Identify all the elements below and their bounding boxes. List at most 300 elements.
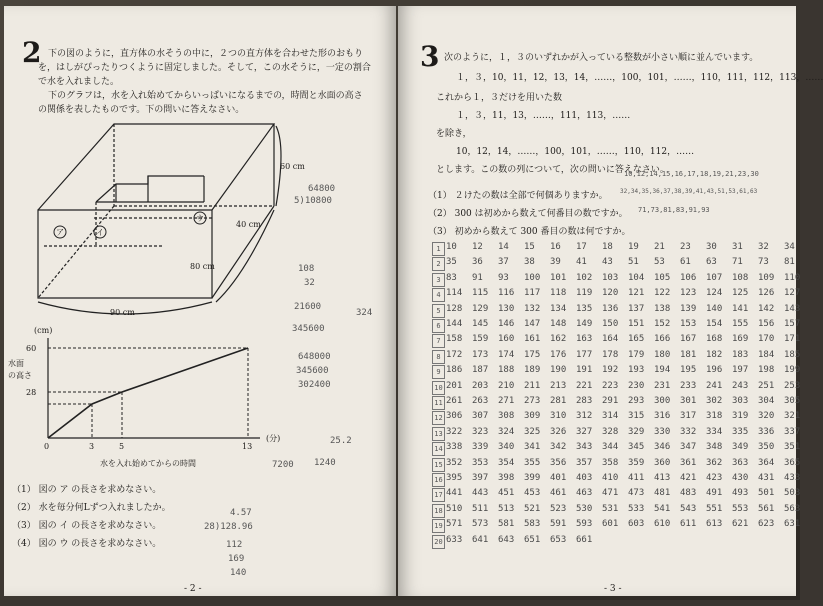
grid-cell: 144 (446, 319, 463, 329)
label-a: ア (56, 228, 64, 237)
grid-cell: 601 (602, 519, 619, 530)
grid-cell: 167 (680, 334, 697, 345)
grid-cell: 473 (628, 488, 645, 499)
grid-cell: 155 (732, 319, 749, 329)
handwriting-note: 64800 (308, 184, 336, 194)
page-number-left: - 2 - (184, 584, 202, 594)
grid-cell: 18 (602, 242, 613, 252)
grid-cell: 410 (602, 473, 619, 483)
grid-cell: 320 (758, 411, 775, 422)
graph-xlabel: 水を入れ始めてからの時間 (100, 459, 196, 468)
question-3: （3） 初めから数えて 300 番目の数は何ですか。 (428, 227, 631, 237)
grid-cell: 338 (446, 442, 463, 453)
grid-cell: 334 (706, 426, 723, 437)
grid-cell: 187 (472, 365, 489, 376)
grid-cell: 173 (472, 349, 489, 360)
grid-cell: 362 (706, 457, 723, 468)
handwriting-note: 140 (230, 568, 247, 578)
grid-cell: 36 (472, 257, 483, 268)
grid-cell: 325 (524, 426, 541, 437)
grid-cell: 322 (446, 426, 463, 437)
grid-cell: 107 (706, 272, 723, 283)
problem-line-6: 10，12，14，……，100，101，……，110，112，…… (456, 147, 695, 157)
page-number-right: - 3 - (604, 584, 622, 594)
grid-cell: 83 (446, 272, 457, 283)
row-label: 6 (432, 319, 445, 333)
handwriting-note: 345600 (292, 324, 325, 334)
handwriting-note: 345600 (296, 366, 329, 376)
handwriting-note: 169 (228, 554, 245, 564)
grid-cell: 253 (784, 380, 801, 391)
grid-cell: 541 (654, 503, 671, 514)
dim-60: 60 cm (280, 162, 305, 171)
left-page (4, 6, 396, 596)
grid-cell: 349 (732, 442, 749, 453)
row-label: 3 (432, 273, 445, 287)
grid-cell: 335 (732, 426, 749, 437)
grid-cell: 103 (602, 272, 619, 283)
grid-cell: 233 (680, 380, 697, 391)
grid-cell: 303 (732, 396, 749, 406)
grid-cell: 37 (498, 257, 509, 268)
grid-cell: 165 (628, 334, 645, 345)
row-label: 14 (432, 442, 445, 456)
grid-cell: 327 (576, 426, 593, 437)
grid-cell: 126 (758, 288, 775, 299)
row-label: 4 (432, 288, 445, 302)
grid-cell: 511 (472, 503, 489, 514)
row-label: 17 (432, 488, 445, 502)
intro-line-1: 下の図のように，直方体の水そうの中に，２つの直方体を合わせた形のおもり (48, 49, 364, 59)
grid-cell: 180 (654, 349, 671, 360)
problem-line-5: を除き， (436, 129, 472, 139)
grid-cell: 100 (524, 272, 541, 283)
grid-cell: 314 (602, 411, 619, 422)
grid-cell: 109 (758, 272, 775, 283)
right-page (398, 6, 823, 596)
grid-cell: 162 (550, 334, 567, 345)
grid-cell: 139 (680, 303, 697, 314)
grid-cell: 423 (706, 473, 723, 483)
grid-cell: 203 (472, 380, 489, 391)
grid-cell: 510 (446, 503, 463, 514)
grid-cell: 443 (472, 488, 489, 499)
ytick-60: 60 (26, 344, 37, 353)
grid-cell: 471 (602, 488, 619, 499)
grid-cell: 430 (732, 473, 749, 483)
grid-cell: 326 (550, 426, 567, 437)
grid-cell: 341 (524, 442, 541, 453)
grid-cell: 611 (680, 519, 697, 530)
grid-cell: 142 (758, 303, 775, 314)
grid-cell: 302 (706, 396, 723, 406)
grid-cell: 395 (446, 473, 463, 483)
grid-cell: 154 (706, 319, 723, 329)
grid-cell: 631 (784, 519, 801, 530)
grid-cell: 184 (758, 349, 775, 360)
handwriting-note: 108 (298, 264, 315, 274)
grid-cell: 118 (550, 288, 567, 299)
graph-unit-y: (cm) (34, 326, 53, 335)
grid-cell: 603 (628, 519, 645, 530)
grid-cell: 105 (654, 272, 671, 283)
grid-cell: 263 (472, 396, 489, 406)
grid-cell: 293 (628, 396, 645, 406)
grid-cell: 610 (654, 519, 671, 530)
handwriting-note: 28)128.96 (204, 522, 253, 532)
grid-cell: 347 (680, 442, 697, 453)
handwriting-note: 25.2 (330, 436, 352, 446)
grid-cell: 493 (732, 488, 749, 499)
intro-line-4: 下のグラフは，水を入れ始めてからいっぱいになるまでの，時間と水面の高さ (48, 91, 363, 101)
xtick-5: 5 (119, 442, 125, 451)
question-2: （2） 水を毎分何Lずつ入れましたか。 (12, 503, 171, 513)
grid-cell: 591 (550, 519, 567, 530)
grid-cell: 35 (446, 257, 457, 268)
grid-cell: 403 (576, 473, 593, 483)
row-label: 7 (432, 334, 445, 348)
grid-cell: 146 (498, 319, 515, 329)
grid-cell: 348 (706, 442, 723, 453)
grid-cell: 261 (446, 396, 463, 406)
grid-cell: 273 (524, 396, 541, 406)
margin-note: 10,12,14,15,16,17,18,19,21,23,30 (624, 170, 759, 178)
grid-cell: 213 (550, 380, 567, 391)
grid-row (446, 535, 602, 553)
grid-cell: 321 (784, 411, 801, 422)
handwriting-note: 324 (356, 308, 373, 318)
question-4: （4） 図の ウ の長さを求めなさい。 (12, 539, 162, 549)
grid-cell: 189 (524, 365, 541, 376)
grid-cell: 150 (602, 319, 619, 329)
grid-cell: 148 (550, 319, 567, 329)
grid-cell: 503 (784, 488, 801, 499)
grid-cell: 306 (446, 411, 463, 422)
grid-cell: 481 (654, 488, 671, 499)
dim-80: 80 cm (190, 262, 215, 271)
grid-cell: 315 (628, 411, 645, 422)
grid-cell: 363 (732, 457, 749, 468)
grid-cell: 132 (524, 303, 541, 314)
grid-cell: 166 (654, 334, 671, 345)
grid-cell: 158 (446, 334, 463, 345)
grid-cell: 93 (498, 272, 509, 283)
grid-cell: 19 (628, 242, 639, 252)
grid-cell: 151 (628, 319, 645, 329)
grid-cell: 143 (784, 303, 801, 314)
handwriting-note: 5)10800 (294, 196, 332, 206)
grid-cell: 147 (524, 319, 541, 329)
grid-cell: 117 (524, 288, 541, 299)
grid-cell: 357 (576, 457, 593, 468)
label-b: イ (96, 228, 104, 237)
grid-cell: 197 (732, 365, 749, 376)
handwriting-note: 1240 (314, 458, 336, 468)
grid-cell: 185 (784, 349, 801, 360)
grid-cell: 120 (602, 288, 619, 299)
handwriting-note: 302400 (298, 380, 331, 390)
grid-cell: 129 (472, 303, 489, 314)
xtick-13: 13 (242, 442, 253, 451)
grid-cell: 17 (576, 242, 587, 252)
grid-cell: 153 (680, 319, 697, 329)
grid-cell: 359 (628, 457, 645, 468)
grid-cell: 283 (576, 396, 593, 406)
grid-cell: 140 (706, 303, 723, 314)
grid-cell: 355 (524, 457, 541, 468)
grid-cell: 533 (628, 503, 645, 514)
handwriting-note: 21600 (294, 302, 322, 312)
grid-cell: 186 (446, 365, 463, 376)
grid-cell: 623 (758, 519, 775, 530)
row-label: 15 (432, 458, 445, 472)
grid-cell: 305 (784, 396, 801, 406)
grid-cell: 345 (628, 442, 645, 453)
grid-cell: 137 (628, 303, 645, 314)
grid-cell: 182 (706, 349, 723, 360)
grid-cell: 230 (628, 380, 645, 391)
grid-cell: 451 (498, 488, 515, 499)
grid-cell: 346 (654, 442, 671, 453)
row-label: 16 (432, 473, 445, 487)
grid-cell: 211 (524, 380, 541, 391)
grid-cell: 300 (654, 396, 671, 406)
grid-cell: 633 (446, 534, 463, 545)
grid-cell: 138 (654, 303, 671, 314)
grid-cell: 191 (576, 365, 593, 376)
grid-cell: 513 (498, 503, 515, 514)
grid-cell: 21 (654, 242, 665, 252)
handwriting-note: 112 (226, 540, 243, 550)
grid-cell: 14 (498, 242, 509, 252)
problem-line-7: とします。この数の列について，次の問いに答えなさい。 (436, 165, 669, 175)
problem-line-3: これから１，３だけを用いた数 (436, 93, 563, 103)
grid-cell: 10 (446, 242, 457, 252)
grid-cell: 231 (654, 380, 671, 391)
grid-cell: 106 (680, 272, 697, 283)
grid-cell: 135 (576, 303, 593, 314)
grid-cell: 431 (758, 473, 775, 483)
grid-cell: 316 (654, 411, 671, 422)
grid-cell: 119 (576, 288, 593, 299)
grid-cell: 110 (784, 272, 801, 283)
grid-cell: 530 (576, 503, 593, 514)
grid-cell: 178 (602, 349, 619, 360)
grid-cell: 115 (472, 288, 489, 299)
grid-cell: 34 (784, 242, 795, 252)
grid-cell: 342 (550, 442, 567, 453)
grid-cell: 433 (784, 473, 801, 483)
grid-cell: 241 (706, 380, 723, 391)
grid-cell: 271 (498, 396, 515, 406)
intro-line-3: で水を入れました。 (38, 77, 120, 87)
grid-cell: 168 (706, 334, 723, 345)
dim-40: 40 cm (236, 220, 261, 229)
grid-cell: 53 (654, 257, 665, 268)
margin-note: 71,73,81,83,91,93 (638, 206, 710, 214)
question-2: （2） 300 は初めから数えて何番目の数ですか。 (428, 209, 628, 219)
problem-line-1: 次のように，１，３のいずれかが入っている整数が小さい順に並んでいます。 (444, 53, 759, 63)
grid-cell: 563 (784, 503, 801, 514)
grid-cell: 176 (550, 349, 567, 360)
grid-cell: 81 (784, 257, 795, 268)
question-1: （1） 図の ア の長さを求めなさい。 (12, 485, 162, 495)
grid-cell: 621 (732, 519, 749, 530)
grid-cell: 307 (472, 411, 489, 422)
handwriting-note: 648000 (298, 352, 331, 362)
grid-cell: 531 (602, 503, 619, 514)
grid-cell: 339 (472, 442, 489, 453)
grid-cell: 181 (680, 349, 697, 360)
time-height-graph (4, 6, 396, 606)
grid-cell: 613 (706, 519, 723, 530)
grid-cell: 653 (550, 534, 567, 545)
problem-line-4: １，３，11，13，……，111，113，…… (456, 111, 631, 121)
grid-cell: 323 (472, 426, 489, 437)
grid-cell: 141 (732, 303, 749, 314)
grid-cell: 183 (732, 349, 749, 360)
grid-cell: 164 (602, 334, 619, 345)
grid-cell: 63 (706, 257, 717, 268)
grid-cell: 16 (550, 242, 561, 252)
grid-cell: 163 (576, 334, 593, 345)
grid-cell: 332 (680, 426, 697, 437)
grid-cell: 73 (758, 257, 769, 268)
grid-cell: 398 (498, 473, 515, 483)
grid-cell: 365 (784, 457, 801, 468)
grid-cell: 330 (654, 426, 671, 437)
grid-cell: 411 (628, 473, 645, 483)
problem-line-2: １，３，10，11，12，13，14，……，100，101，……，110，111，112，113，…… (456, 73, 823, 83)
row-label: 18 (432, 504, 445, 518)
grid-cell: 251 (758, 380, 775, 391)
grid-cell: 198 (758, 365, 775, 376)
row-label: 1 (432, 242, 445, 256)
grid-cell: 128 (446, 303, 463, 314)
grid-cell: 136 (602, 303, 619, 314)
grid-cell: 397 (472, 473, 489, 483)
row-label: 12 (432, 411, 445, 425)
grid-cell: 461 (550, 488, 567, 499)
grid-cell: 157 (784, 319, 801, 329)
label-c: ウ (196, 214, 204, 223)
grid-cell: 491 (706, 488, 723, 499)
grid-cell: 243 (732, 380, 749, 391)
grid-cell: 453 (524, 488, 541, 499)
grid-cell: 571 (446, 519, 463, 530)
grid-cell: 343 (576, 442, 593, 453)
grid-cell: 174 (498, 349, 515, 360)
grid-cell: 160 (498, 334, 515, 345)
grid-cell: 304 (758, 396, 775, 406)
grid-cell: 195 (680, 365, 697, 376)
grid-cell: 149 (576, 319, 593, 329)
grid-cell: 344 (602, 442, 619, 453)
grid-cell: 43 (602, 257, 613, 268)
grid-cell: 32 (758, 242, 769, 252)
grid-cell: 51 (628, 257, 639, 268)
grid-cell: 358 (602, 457, 619, 468)
grid-cell: 281 (550, 396, 567, 406)
grid-cell: 177 (576, 349, 593, 360)
grid-cell: 134 (550, 303, 567, 314)
graph-ylabel-1: 水面 (8, 359, 24, 368)
grid-cell: 309 (524, 411, 541, 422)
grid-cell: 12 (472, 242, 483, 252)
grid-cell: 483 (680, 488, 697, 499)
row-label: 2 (432, 257, 445, 271)
intro-line-5: の関係を表したものです。下の問いに答えなさい。 (38, 105, 245, 115)
grid-cell: 152 (654, 319, 671, 329)
grid-cell: 127 (784, 288, 801, 299)
row-label: 11 (432, 396, 445, 410)
grid-cell: 301 (680, 396, 697, 406)
grid-cell: 337 (784, 426, 801, 437)
grid-cell: 324 (498, 426, 515, 437)
graph-x-unit: (分) (266, 434, 281, 443)
grid-cell: 39 (550, 257, 561, 268)
xtick-0: 0 (44, 442, 50, 451)
grid-cell: 145 (472, 319, 489, 329)
row-label: 20 (432, 535, 445, 549)
grid-cell: 361 (680, 457, 697, 468)
grid-cell: 551 (706, 503, 723, 514)
handwriting-note: 4.57 (230, 508, 252, 518)
grid-cell: 159 (472, 334, 489, 345)
grid-cell: 356 (550, 457, 567, 468)
grid-cell: 171 (784, 334, 801, 345)
grid-cell: 329 (628, 426, 645, 437)
grid-cell: 199 (784, 365, 801, 376)
grid-cell: 413 (654, 473, 671, 483)
grid-cell: 501 (758, 488, 775, 499)
question-3: （3） 図の イ の長さを求めなさい。 (12, 521, 162, 531)
grid-cell: 116 (498, 288, 515, 299)
handwriting-note: 32 (304, 278, 315, 288)
grid-cell: 71 (732, 257, 743, 268)
grid-cell: 523 (550, 503, 567, 514)
row-label: 8 (432, 350, 445, 364)
grid-cell: 156 (758, 319, 775, 329)
row-label: 13 (432, 427, 445, 441)
grid-cell: 30 (706, 242, 717, 252)
grid-cell: 122 (654, 288, 671, 299)
grid-cell: 308 (498, 411, 515, 422)
grid-cell: 179 (628, 349, 645, 360)
margin-note: 32,34,35,36,37,38,39,41,43,51,53,61,63 (620, 188, 758, 195)
grid-cell: 23 (680, 242, 691, 252)
grid-cell: 581 (498, 519, 515, 530)
grid-cell: 399 (524, 473, 541, 483)
grid-cell: 192 (602, 365, 619, 376)
grid-cell: 350 (758, 442, 775, 453)
grid-cell: 223 (602, 380, 619, 391)
grid-cell: 643 (498, 534, 515, 545)
grid-cell: 354 (498, 457, 515, 468)
grid-cell: 351 (784, 442, 801, 453)
row-label: 5 (432, 304, 445, 318)
grid-cell: 401 (550, 473, 567, 483)
grid-cell: 108 (732, 272, 749, 283)
grid-cell: 352 (446, 457, 463, 468)
row-label: 9 (432, 365, 445, 379)
grid-cell: 543 (680, 503, 697, 514)
grid-cell: 651 (524, 534, 541, 545)
grid-cell: 121 (628, 288, 645, 299)
grid-cell: 188 (498, 365, 515, 376)
intro-line-2: を，はしがぴったりつくように固定しました。そして，この水そうに，一定の割合 (38, 63, 371, 73)
grid-cell: 336 (758, 426, 775, 437)
